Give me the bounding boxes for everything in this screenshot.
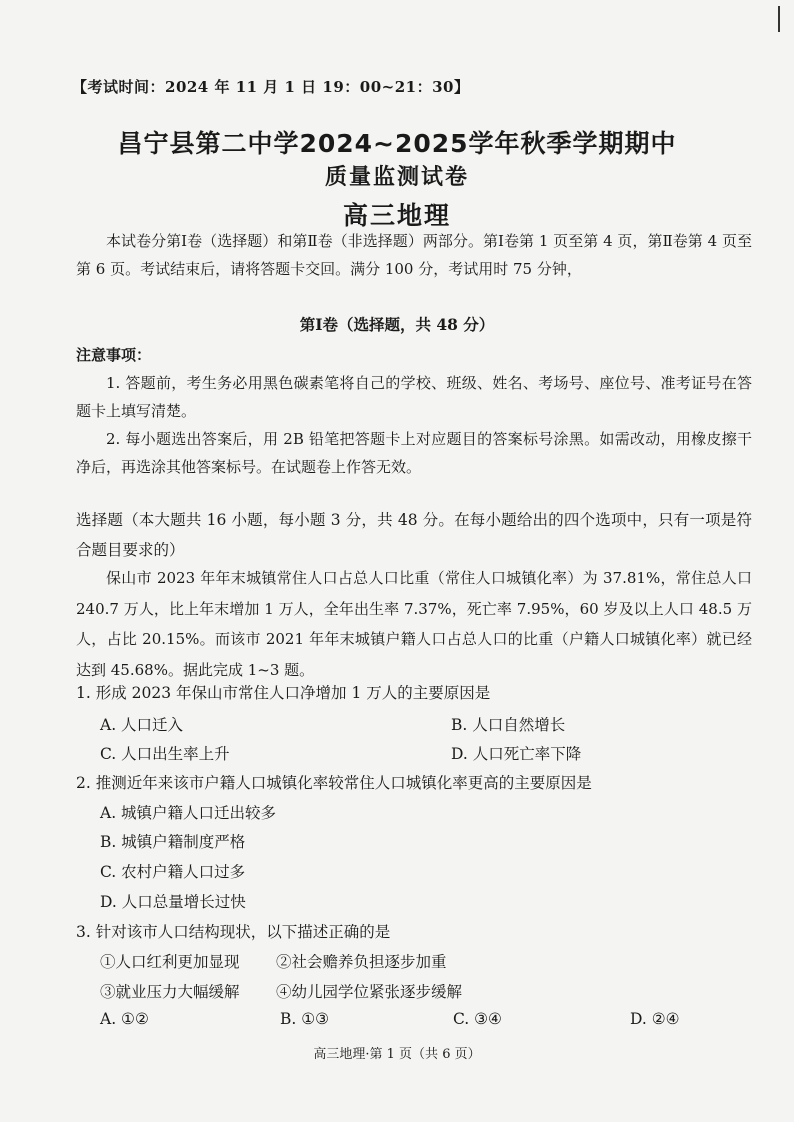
page-footer: 高三地理·第 1 页（共 6 页）	[313, 1047, 481, 1062]
question-1-option-b: B. 人口自然增长	[451, 716, 566, 734]
question-3-statement-2: ②社会赡养负担逐步加重	[276, 953, 447, 971]
notice-list	[76, 369, 752, 481]
exam-time: 【考试时间：2024 年 11 月 1 日 19：00~21：30】	[72, 78, 470, 96]
question-3-stem: 3. 针对该市人口结构现状，以下描述正确的是	[76, 923, 391, 941]
question-2-option-b: B. 城镇户籍制度严格	[100, 833, 246, 851]
question-2-option-a: A. 城镇户籍人口迁出较多	[100, 804, 277, 822]
question-1-option-a: A. 人口迁入	[100, 716, 184, 734]
scan-edge-mark	[778, 6, 780, 32]
question-1-option-d: D. 人口死亡率下降	[451, 745, 582, 763]
question-3-statement-3: ③就业压力大幅缓解	[100, 983, 240, 1001]
question-3-statement-4: ④幼儿园学位紧张逐步缓解	[276, 983, 463, 1001]
notice-item: 2. 每小题选出答案后，用 2B 铅笔把答题卡上对应题目的答案标号涂黑。如需改动，用橡皮擦干净后，再选涂其他答案标号。在试题卷上作答无效。	[76, 430, 752, 476]
intro-paragraph: 本试卷分第Ⅰ卷（选择题）和第Ⅱ卷（非选择题）两部分。第Ⅰ卷第 1 页至第 4 页，第Ⅱ卷第 4 页至第 6 页。考试结束后，请将答题卡交回。满分 100 分，考试用时 75 分钟，	[76, 232, 752, 278]
exam-title: 昌宁县第二中学2024~2025学年秋季学期期中	[117, 129, 677, 158]
question-1-stem: 1. 形成 2023 年保山市常住人口净增加 1 万人的主要原因是	[76, 684, 491, 702]
question-2-stem: 2. 推测近年来该市户籍人口城镇化率较常住人口城镇化率更高的主要原因是	[76, 774, 592, 792]
subject-title: 高三地理	[342, 201, 451, 230]
section-title: 第Ⅰ卷（选择题，共 48 分）	[299, 315, 495, 334]
reading-material: 保山市 2023 年年末城镇常住人口占总人口比重（常住人口城镇化率）为 37.81%，常住总人口 240.7 万人，比上年末增加 1 万人，全年出生率 7.37%，死亡率 7.95%，60 岁及以上人口 48.5 万人，占比 20.15%。而该市 2021 年年末城镇户籍人口占总人口的比重（户籍人口城镇化率）就已经达到 45.68%。据此完成 1~3 题。	[76, 569, 752, 679]
question-3-option-d: D. ②④	[630, 1010, 680, 1028]
question-2-option-d: D. 人口总量增长过快	[100, 893, 246, 911]
question-1-option-c: C. 人口出生率上升	[100, 745, 230, 763]
notice-item: 1. 答题前，考生务必用黑色碳素笔将自己的学校、班级、姓名、考场号、座位号、准考证号在答题卡上填写清楚。	[76, 374, 752, 420]
question-2-option-c: C. 农村户籍人口过多	[100, 863, 246, 881]
notice-title: 注意事项：	[76, 346, 152, 364]
question-3-option-b: B. ①③	[280, 1010, 330, 1028]
question-3-option-a: A. ①②	[100, 1010, 149, 1028]
question-3-option-c: C. ③④	[453, 1010, 502, 1028]
exam-subtitle: 质量监测试卷	[324, 165, 469, 190]
choice-instructions: 选择题（本大题共 16 小题，每小题 3 分，共 48 分。在每小题给出的四个选项中，只有一项是符合题目要求的）	[76, 511, 752, 559]
question-3-statement-1: ①人口红利更加显现	[100, 953, 240, 971]
